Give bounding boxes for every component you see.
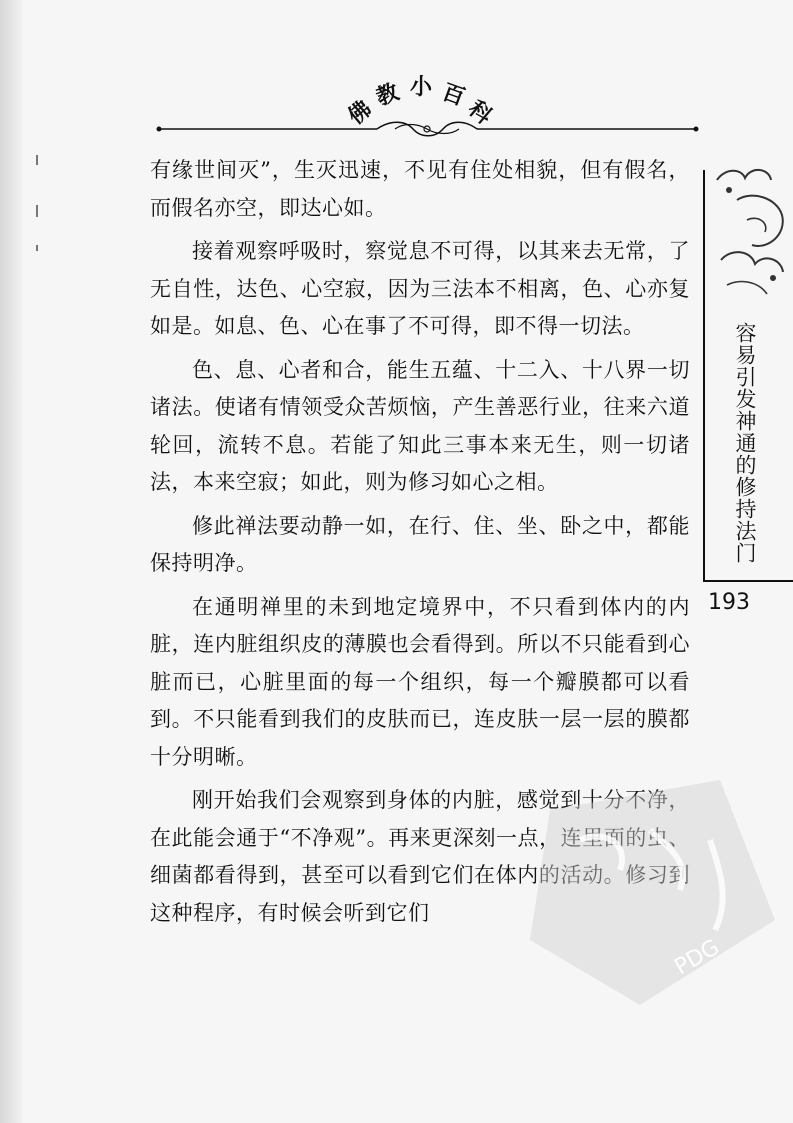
page-gutter-shadow (0, 0, 22, 1123)
series-title-char: 科 (463, 95, 497, 130)
page-number: 193 (708, 590, 750, 615)
series-title-char: 教 (372, 78, 403, 111)
sidebar-divider (703, 170, 705, 580)
scan-marks (33, 155, 43, 275)
paragraph: 接着观察呼吸时，察觉息不可得，以其来去无常，了无自性，达色、心空寂，因为三法本不相离，色、心亦复如是。如息、色、心在事了不可得，即不得一切法。 (150, 239, 690, 338)
paragraph: 在通明禅里的未到地定境界中，不只看到体内的内脏，连内脏组织皮的薄膜也会看得到。所以不只能看到心脏而已，心脏里面的每一个组织，每一个瓣膜都可以看到。不只能看到我们的皮肤而已，连皮肤一层一层的膜都十分明晰。 (150, 594, 690, 769)
series-title (0, 0, 793, 130)
paragraph: 色、息、心者和合，能生五蕴、十二入、十八界一切诸法。使诸有情领受众苦烦恼，产生善恶行业，往来六道轮回，流转不息。若能了知此三事本来无生，则一切诸法，本来空寂；如此，则为修习如心之相。 (150, 357, 690, 494)
ornamental-header-rule (155, 118, 700, 140)
series-title-char: 百 (438, 78, 469, 111)
series-title-char: 佛 (343, 95, 377, 130)
watermark-text: PDG (670, 934, 724, 981)
library-watermark-stamp (520, 770, 780, 1010)
cloud-ornament-illustration (707, 160, 793, 310)
series-title-char: 小 (410, 74, 433, 100)
paragraph: 刚开始我们会观察到身体的内脏，感觉到十分不净，在此能会通于“不净观”。再来更深刻一点，连里面的虫、细菌都看得到，甚至可以看到它们在体内的活动。修习到这种程序，有时候会听到它们 (150, 788, 690, 925)
page-number-rule (703, 580, 793, 582)
paragraph: 有缘世间灭”，生灭迅速，不见有住处相貌，但有假名，而假名亦空，即达心如。 (150, 158, 690, 220)
paragraph: 修此禅法要动静一如，在行、住、坐、卧之中，都能保持明净。 (150, 513, 690, 575)
chapter-title: 容易引发神通的修持法门 (733, 322, 757, 564)
